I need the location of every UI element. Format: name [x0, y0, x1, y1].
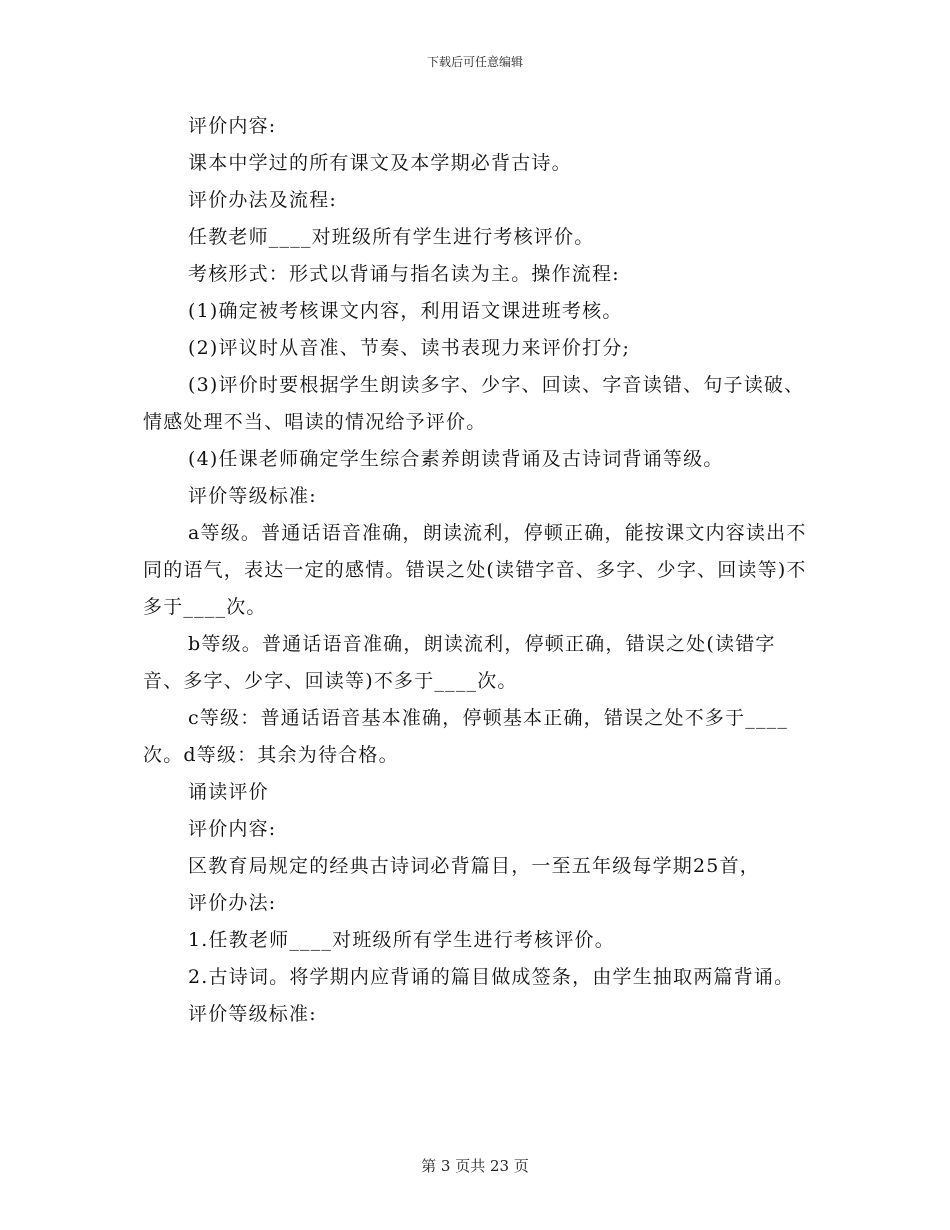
- page-header: 下载后可任意编辑: [426, 55, 523, 69]
- paragraph: 评价办法及流程:: [188, 189, 338, 211]
- paragraph: 评价等级标准:: [188, 485, 317, 507]
- paragraph: b等级。普通话语音准确，朗读流利，停顿正确，错误之处(读错字音、多字、少字、回读等)不多于____次。: [143, 633, 776, 692]
- paragraph: a等级。普通话语音准确，朗读流利，停顿正确，能按课文内容读出不同的语气，表达一定的感情。错误之处(读错字音、多字、少字、回读等)不多于____次。: [143, 522, 807, 618]
- paragraph: 1.任教老师____对班级所有学生进行考核评价。: [188, 929, 615, 951]
- paragraph: 评价办法:: [188, 892, 277, 914]
- document-body: [143, 108, 813, 1033]
- paragraph: 诵读评价: [188, 781, 269, 803]
- paragraph: 区教育局规定的经典古诗词必背篇目，一至五年级每学期25首，: [188, 855, 760, 877]
- paragraph: 评价内容:: [188, 818, 277, 840]
- paragraph: (3)评价时要根据学生朗读多字、少字、回读、字音读错、句子读破、情感处理不当、唱读的情况给予评价。: [143, 374, 805, 433]
- paragraph: 任教老师____对班级所有学生进行考核评价。: [188, 226, 595, 248]
- paragraph: (2)评议时从音准、节奏、读书表现力来评价打分;: [188, 337, 631, 359]
- paragraph: 课本中学过的所有课文及本学期必背古诗。: [188, 152, 572, 174]
- page-footer: 第 3 页共 23 页: [421, 1157, 529, 1175]
- paragraph: 考核形式：形式以背诵与指名读为主。操作流程:: [188, 263, 620, 285]
- paragraph: 2.古诗词。将学期内应背诵的篇目做成签条，由学生抽取两篇背诵。: [188, 966, 795, 988]
- paragraph: 评价内容:: [188, 115, 277, 137]
- paragraph: (1)确定被考核课文内容，利用语文课进班考核。: [188, 300, 623, 322]
- paragraph: (4)任课老师确定学生综合素养朗读背诵及古诗词背诵等级。: [188, 448, 724, 470]
- paragraph: c等级：普通话语音基本准确，停顿基本正确，错误之处不多于____次。d等级：其余为待合格。: [143, 707, 789, 766]
- paragraph: 评价等级标准:: [188, 1003, 317, 1025]
